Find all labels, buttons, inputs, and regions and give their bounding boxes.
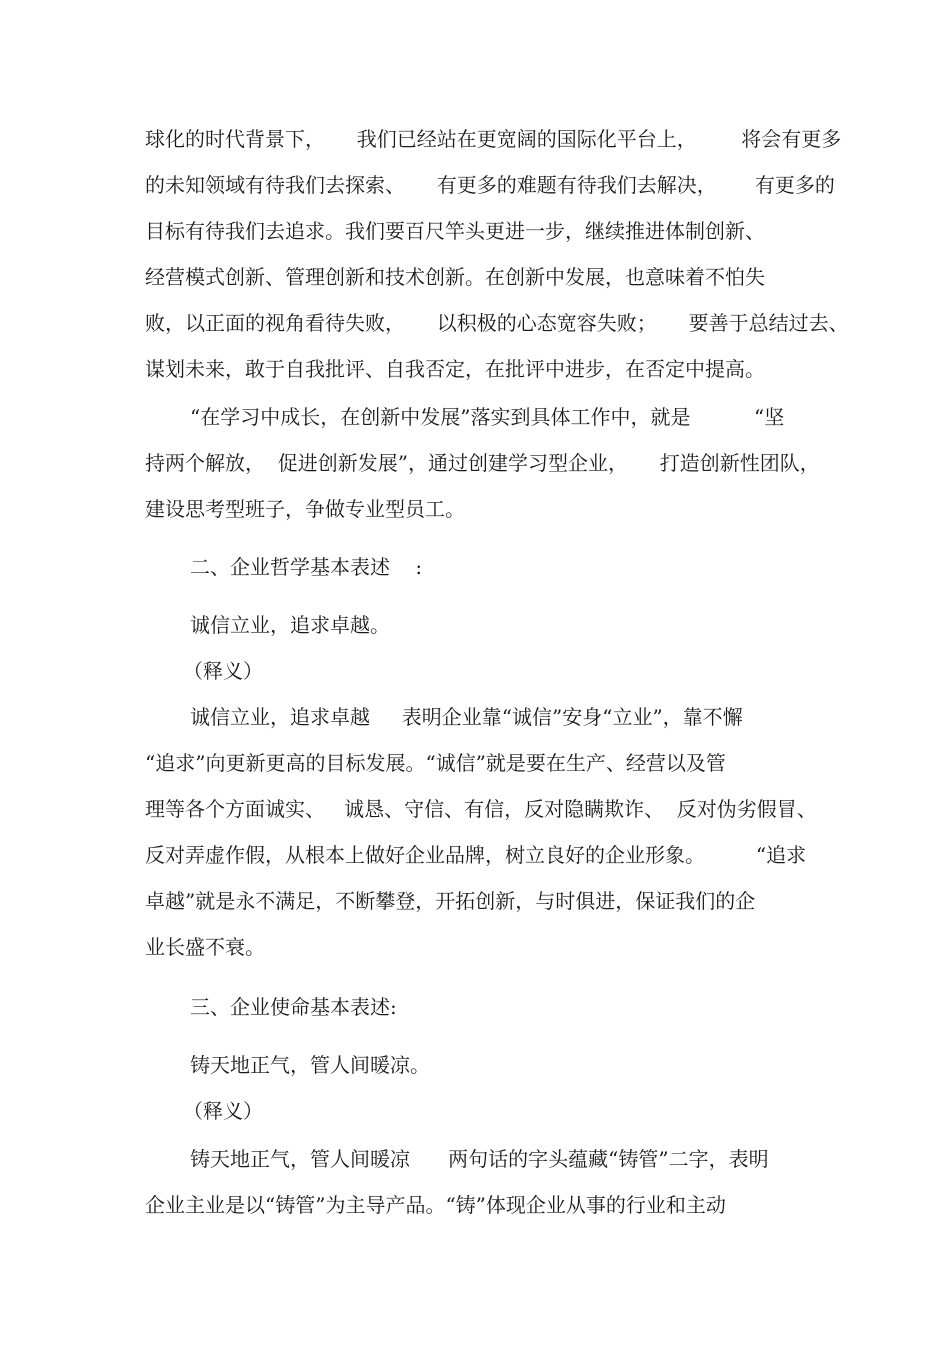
text-line: 的未知领域有待我们去探索、 有更多的难题有待我们去解决， 有更多的 (145, 173, 835, 197)
text-line: 企业主业是以“铸管”为主导产品。“铸”体现企业从事的行业和主动 (145, 1193, 726, 1217)
text-line: 卓越”就是永不满足，不断攀登，开拓创新，与时俱进，保证我们的企 (145, 889, 756, 913)
section-heading: 二、企业哲学基本表述 : (190, 555, 423, 579)
section-heading: 三、企业使命基本表述: (190, 995, 397, 1019)
text-line: （释义） (183, 1099, 263, 1123)
text-line: 经营模式创新、管理创新和技术创新。在创新中发展，也意味着不怕失 (145, 265, 765, 289)
text-line: （释义） (183, 659, 263, 683)
text-line: “追求”向更新更高的目标发展。“诚信”就是要在生产、经营以及管 (145, 751, 726, 775)
text-line: 球化的时代背景下， 我们已经站在更宽阔的国际化平台上， 将会有更多 (145, 127, 842, 151)
text-line: 理等各个方面诚实、 诚恳、守信、有信，反对隐瞒欺诈、 反对伪劣假冒、 (145, 797, 817, 821)
text-line: 建设思考型班子，争做专业型员工。 (145, 497, 465, 521)
text-line: 铸天地正气，管人间暖凉。 (190, 1053, 430, 1077)
text-line: 业长盛不衰。 (145, 935, 265, 959)
text-line: 败，以正面的视角看待失败， 以积极的心态宽容失败； 要善于总结过去、 (145, 311, 849, 335)
text-line: 铸天地正气，管人间暖凉 两句话的字头蕴藏“铸管”二字，表明 (190, 1147, 769, 1171)
text-line: 持两个解放， 促进创新发展”，通过创建学习型企业， 打造创新性团队， (145, 451, 820, 475)
text-line: 反对弄虚作假，从根本上做好企业品牌，树立良好的企业形象。 “追求 (145, 843, 807, 867)
text-line: 谋划未来，敢于自我批评、自我否定，在批评中进步，在否定中提高。 (145, 357, 765, 381)
text-line: 目标有待我们去追求。我们要百尺竿头更进一步，继续推进体制创新、 (145, 219, 765, 243)
text-line: “在学习中成长，在创新中发展”落实到具体工作中，就是 “坚 (190, 405, 785, 429)
text-line: 诚信立业，追求卓越。 (190, 613, 390, 637)
text-line: 诚信立业，追求卓越 表明企业靠“诚信”安身“立业”，靠不懈 (190, 705, 743, 729)
